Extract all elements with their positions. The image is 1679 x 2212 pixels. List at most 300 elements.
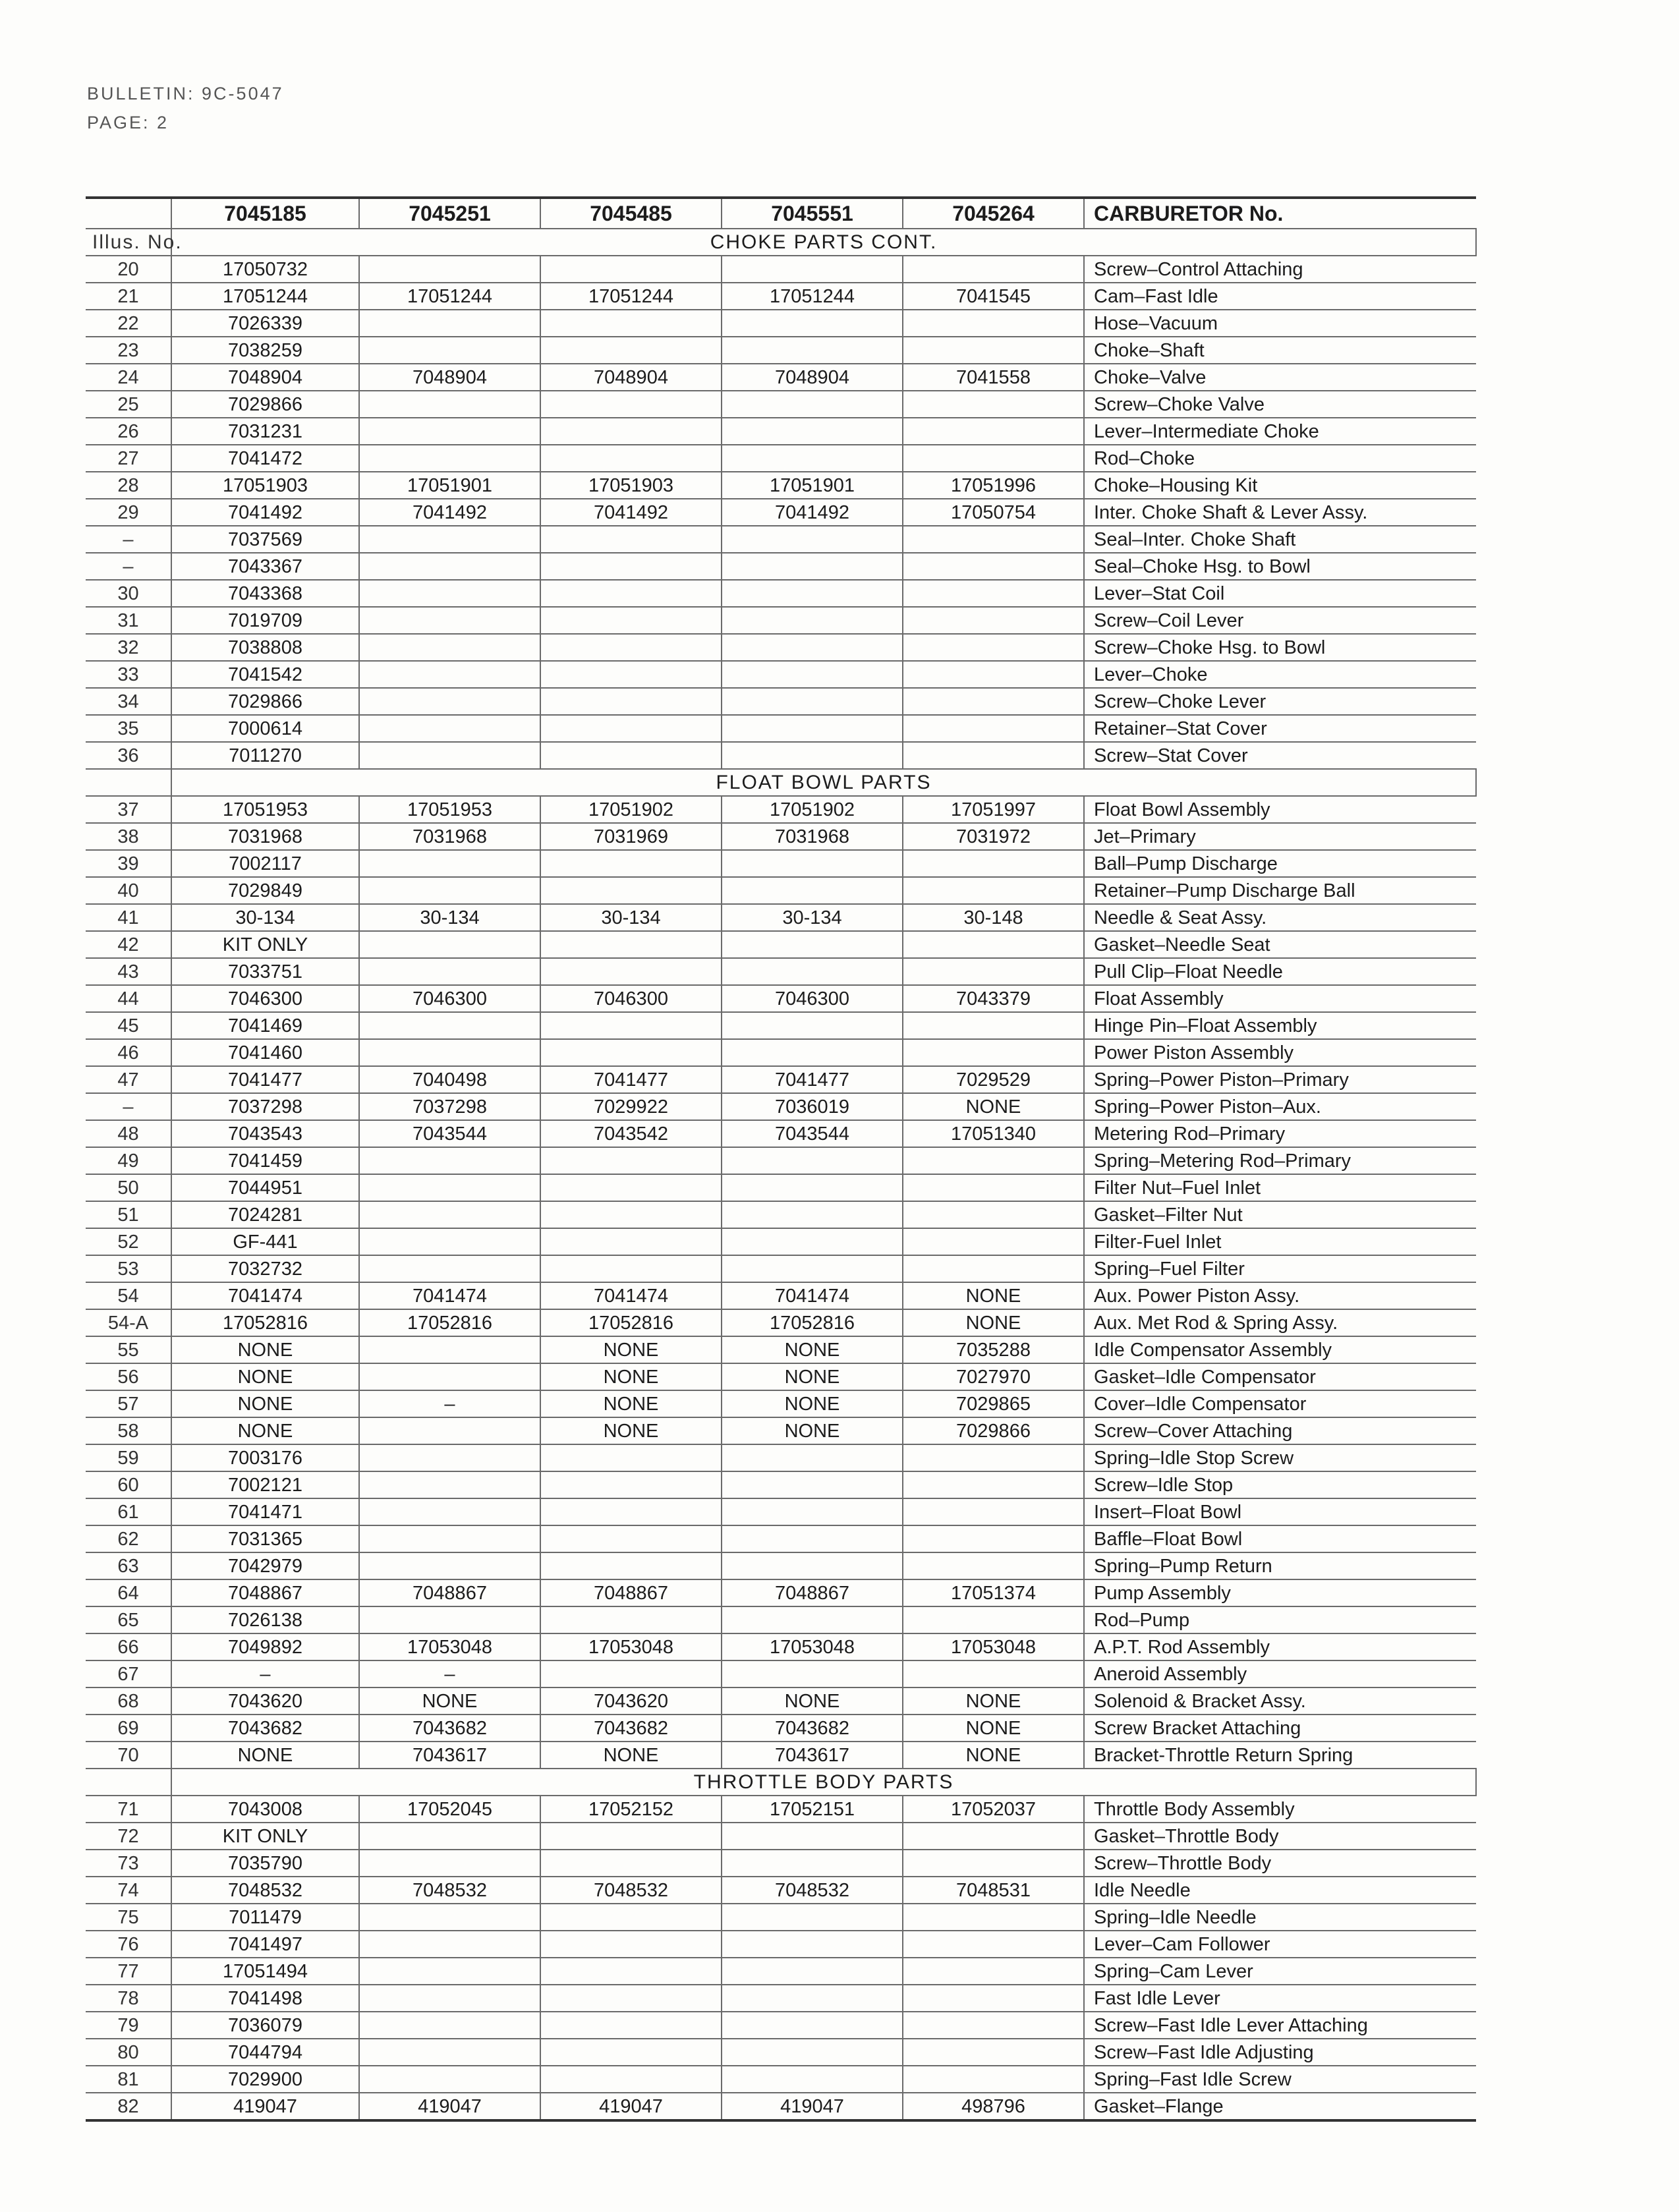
part-number: 30-134 <box>540 904 722 931</box>
part-number: 7041542 <box>171 661 359 688</box>
part-number <box>903 688 1084 715</box>
table-row <box>86 445 1476 472</box>
part-number: 7043682 <box>359 1715 540 1742</box>
illus-number: 68 <box>86 1687 171 1715</box>
part-number <box>540 1174 722 1201</box>
illus-number: 33 <box>86 661 171 688</box>
table-row <box>86 1201 1476 1228</box>
part-number: 17051903 <box>540 472 722 499</box>
part-description: Spring–Power Piston–Primary <box>1084 1066 1476 1093</box>
part-description: Aux. Met Rod & Spring Assy. <box>1084 1309 1476 1336</box>
illus-number: 76 <box>86 1931 171 1958</box>
table-row <box>86 904 1476 931</box>
illus-number: 58 <box>86 1417 171 1444</box>
part-number: 7032732 <box>171 1255 359 1282</box>
part-number <box>722 1498 903 1525</box>
part-number: 7048904 <box>359 364 540 391</box>
part-number <box>722 688 903 715</box>
part-number: NONE <box>903 1742 1084 1769</box>
carburetor-number: 7045264 <box>903 198 1084 229</box>
part-number: 7035790 <box>171 1850 359 1877</box>
part-number: 7031365 <box>171 1525 359 1552</box>
part-description: Spring–Cam Lever <box>1084 1958 1476 1985</box>
part-number <box>359 1904 540 1931</box>
part-number: 7043379 <box>903 985 1084 1012</box>
part-description: Spring–Metering Rod–Primary <box>1084 1147 1476 1174</box>
part-number <box>359 1174 540 1201</box>
illus-number: 64 <box>86 1579 171 1606</box>
part-number <box>722 553 903 580</box>
part-number <box>903 931 1084 958</box>
part-number <box>903 1255 1084 1282</box>
part-number: 419047 <box>722 2093 903 2120</box>
table-row <box>86 1471 1476 1498</box>
part-description: Gasket–Throttle Body <box>1084 1823 1476 1850</box>
part-number: 30-148 <box>903 904 1084 931</box>
part-number: 7048867 <box>722 1579 903 1606</box>
illus-number: 65 <box>86 1606 171 1633</box>
part-number <box>722 1931 903 1958</box>
part-description: A.P.T. Rod Assembly <box>1084 1633 1476 1660</box>
part-description: Lever–Choke <box>1084 661 1476 688</box>
part-number: NONE <box>171 1390 359 1417</box>
part-number: 7046300 <box>540 985 722 1012</box>
part-number <box>722 742 903 769</box>
part-number: 17051494 <box>171 1958 359 1985</box>
part-number <box>903 1823 1084 1850</box>
part-description: Insert–Float Bowl <box>1084 1498 1476 1525</box>
part-number: 7031972 <box>903 823 1084 850</box>
part-number: NONE <box>540 1390 722 1417</box>
part-description: Float Assembly <box>1084 985 1476 1012</box>
part-number <box>359 661 540 688</box>
part-description: Screw–Idle Stop <box>1084 1471 1476 1498</box>
part-description: Pull Clip–Float Needle <box>1084 958 1476 985</box>
carburetor-number: 7045551 <box>722 198 903 229</box>
part-number <box>359 1255 540 1282</box>
part-number <box>540 1498 722 1525</box>
part-description: Lever–Cam Follower <box>1084 1931 1476 1958</box>
part-description: Retainer–Stat Cover <box>1084 715 1476 742</box>
part-description: Screw–Choke Hsg. to Bowl <box>1084 634 1476 661</box>
table-row <box>86 1931 1476 1958</box>
part-description: Inter. Choke Shaft & Lever Assy. <box>1084 499 1476 526</box>
part-number <box>359 2039 540 2066</box>
part-description: Screw–Fast Idle Lever Attaching <box>1084 2012 1476 2039</box>
part-number: 7043544 <box>359 1120 540 1147</box>
table-row <box>86 1633 1476 1660</box>
part-number <box>359 877 540 904</box>
part-number: 17051901 <box>359 472 540 499</box>
carburetor-label: CARBURETOR No. <box>1084 198 1476 229</box>
part-number <box>722 1985 903 2012</box>
illus-number: 53 <box>86 1255 171 1282</box>
illus-number: 62 <box>86 1525 171 1552</box>
illus-number: 60 <box>86 1471 171 1498</box>
part-number <box>359 1552 540 1579</box>
illus-number: 46 <box>86 1039 171 1066</box>
part-number <box>903 1039 1084 1066</box>
part-number <box>903 526 1084 553</box>
part-number <box>903 1606 1084 1633</box>
part-number <box>903 877 1084 904</box>
table-row <box>86 877 1476 904</box>
part-number <box>903 607 1084 634</box>
part-number <box>540 1850 722 1877</box>
table-row <box>86 742 1476 769</box>
part-number <box>540 1904 722 1931</box>
part-number <box>359 526 540 553</box>
part-number <box>903 553 1084 580</box>
part-number <box>359 1958 540 1985</box>
illus-number: 24 <box>86 364 171 391</box>
part-number: 7000614 <box>171 715 359 742</box>
table-row <box>86 472 1476 499</box>
illus-number: 40 <box>86 877 171 904</box>
part-number: 7002121 <box>171 1471 359 1498</box>
table-row <box>86 526 1476 553</box>
part-number <box>359 634 540 661</box>
part-number <box>722 310 903 337</box>
part-number <box>903 1525 1084 1552</box>
part-number: 7049892 <box>171 1633 359 1660</box>
part-number: NONE <box>722 1363 903 1390</box>
part-number: 7042979 <box>171 1552 359 1579</box>
part-number <box>722 634 903 661</box>
part-number <box>903 1147 1084 1174</box>
part-number <box>359 850 540 877</box>
part-number: 7043682 <box>540 1715 722 1742</box>
part-description: Choke–Shaft <box>1084 337 1476 364</box>
illus-number: 29 <box>86 499 171 526</box>
part-number: 7011479 <box>171 1904 359 1931</box>
part-number: 17051244 <box>540 283 722 310</box>
part-description: Aux. Power Piston Assy. <box>1084 1282 1476 1309</box>
part-number <box>359 445 540 472</box>
part-description: Choke–Housing Kit <box>1084 472 1476 499</box>
part-description: Hose–Vacuum <box>1084 310 1476 337</box>
part-number: 7031968 <box>722 823 903 850</box>
part-description: Spring–Pump Return <box>1084 1552 1476 1579</box>
section-row <box>86 769 1476 796</box>
part-description: Rod–Pump <box>1084 1606 1476 1633</box>
illus-number: 70 <box>86 1742 171 1769</box>
section-illus-blank <box>86 769 171 796</box>
part-number: NONE <box>540 1336 722 1363</box>
part-number: 7031231 <box>171 418 359 445</box>
part-number <box>359 931 540 958</box>
part-number: 7037298 <box>171 1093 359 1120</box>
part-number <box>722 1147 903 1174</box>
part-number: NONE <box>540 1363 722 1390</box>
illus-number: 34 <box>86 688 171 715</box>
illus-number: 52 <box>86 1228 171 1255</box>
part-number <box>722 445 903 472</box>
part-number <box>722 1012 903 1039</box>
part-number <box>540 1958 722 1985</box>
part-number <box>540 1525 722 1552</box>
part-number <box>903 2039 1084 2066</box>
part-number <box>903 958 1084 985</box>
table-row <box>86 958 1476 985</box>
part-number <box>359 742 540 769</box>
part-number <box>722 2012 903 2039</box>
part-number <box>903 1660 1084 1687</box>
part-number <box>540 1823 722 1850</box>
part-number: 7027970 <box>903 1363 1084 1390</box>
part-description: Needle & Seat Assy. <box>1084 904 1476 931</box>
part-number <box>903 580 1084 607</box>
part-description: Spring–Fuel Filter <box>1084 1255 1476 1282</box>
part-number <box>540 418 722 445</box>
part-number <box>903 1904 1084 1931</box>
part-number: 17051953 <box>171 796 359 823</box>
table-row <box>86 580 1476 607</box>
part-number: 7043008 <box>171 1796 359 1823</box>
part-number <box>359 1336 540 1363</box>
part-number <box>540 661 722 688</box>
part-number: 7048531 <box>903 1877 1084 1904</box>
bulletin-header <box>87 79 284 137</box>
part-number <box>540 742 722 769</box>
part-description: Float Bowl Assembly <box>1084 796 1476 823</box>
part-number <box>540 634 722 661</box>
section-title: THROTTLE BODY PARTS <box>171 1769 1476 1796</box>
part-number: NONE <box>903 1309 1084 1336</box>
illus-number: 39 <box>86 850 171 877</box>
part-number <box>722 1039 903 1066</box>
part-number <box>903 742 1084 769</box>
part-number <box>540 2066 722 2093</box>
part-number <box>540 337 722 364</box>
part-number: 17052816 <box>171 1309 359 1336</box>
part-number <box>359 1039 540 1066</box>
part-number: NONE <box>171 1742 359 1769</box>
part-number <box>903 1931 1084 1958</box>
part-number: 7046300 <box>359 985 540 1012</box>
part-number <box>722 931 903 958</box>
part-number: 7037298 <box>359 1093 540 1120</box>
part-description: Aneroid Assembly <box>1084 1660 1476 1687</box>
part-number <box>540 1201 722 1228</box>
part-number <box>903 337 1084 364</box>
part-number: 7029900 <box>171 2066 359 2093</box>
table-row <box>86 1282 1476 1309</box>
part-description: Retainer–Pump Discharge Ball <box>1084 877 1476 904</box>
part-number <box>722 526 903 553</box>
part-number <box>359 310 540 337</box>
table-row <box>86 1525 1476 1552</box>
part-number <box>540 1444 722 1471</box>
part-number <box>903 1174 1084 1201</box>
illus-number: 54 <box>86 1282 171 1309</box>
part-number: 7041492 <box>722 499 903 526</box>
illus-number: – <box>86 1093 171 1120</box>
part-description: Choke–Valve <box>1084 364 1476 391</box>
part-number <box>540 1471 722 1498</box>
part-number: 7041498 <box>171 1985 359 2012</box>
part-number <box>359 553 540 580</box>
part-number: 7026138 <box>171 1606 359 1633</box>
part-number: 17053048 <box>359 1633 540 1660</box>
part-number <box>722 1660 903 1687</box>
part-number: 7041471 <box>171 1498 359 1525</box>
section-title: CHOKE PARTS CONT. <box>171 229 1476 256</box>
section-row <box>86 229 1476 256</box>
table-row <box>86 1660 1476 1687</box>
part-number <box>903 1012 1084 1039</box>
part-number <box>540 1012 722 1039</box>
table-row <box>86 1228 1476 1255</box>
part-number <box>540 445 722 472</box>
part-number <box>359 1985 540 2012</box>
illus-number: 59 <box>86 1444 171 1471</box>
table-row <box>86 499 1476 526</box>
illus-number: 61 <box>86 1498 171 1525</box>
illus-number: 63 <box>86 1552 171 1579</box>
part-number: 17053048 <box>903 1633 1084 1660</box>
part-number: 7043367 <box>171 553 359 580</box>
table-row <box>86 1066 1476 1093</box>
part-number: 17051953 <box>359 796 540 823</box>
part-number: 7029866 <box>171 688 359 715</box>
part-number <box>359 1498 540 1525</box>
part-number <box>722 1552 903 1579</box>
illus-number: 55 <box>86 1336 171 1363</box>
part-number: NONE <box>903 1687 1084 1715</box>
part-number: 7043617 <box>722 1742 903 1769</box>
table-row <box>86 1012 1476 1039</box>
illus-number: 75 <box>86 1904 171 1931</box>
part-description: Throttle Body Assembly <box>1084 1796 1476 1823</box>
part-number: 17052037 <box>903 1796 1084 1823</box>
illus-number: 56 <box>86 1363 171 1390</box>
part-description: Screw–Choke Lever <box>1084 688 1476 715</box>
part-number: 7043620 <box>540 1687 722 1715</box>
part-number: 17051374 <box>903 1579 1084 1606</box>
table-row <box>86 1877 1476 1904</box>
part-description: Metering Rod–Primary <box>1084 1120 1476 1147</box>
part-description: Gasket–Needle Seat <box>1084 931 1476 958</box>
part-number: 17051244 <box>359 283 540 310</box>
part-number <box>903 1958 1084 1985</box>
table-row <box>86 1850 1476 1877</box>
part-number: 7029865 <box>903 1390 1084 1417</box>
table-row <box>86 985 1476 1012</box>
illus-number: 25 <box>86 391 171 418</box>
illus-number: 49 <box>86 1147 171 1174</box>
illus-number: 48 <box>86 1120 171 1147</box>
part-number: 7041477 <box>722 1066 903 1093</box>
part-number: KIT ONLY <box>171 931 359 958</box>
part-number: 7041497 <box>171 1931 359 1958</box>
part-number: 7041492 <box>171 499 359 526</box>
part-number: 30-134 <box>722 904 903 931</box>
part-number: 7024281 <box>171 1201 359 1228</box>
part-number <box>903 1850 1084 1877</box>
table-row <box>86 1687 1476 1715</box>
table-row <box>86 2039 1476 2066</box>
part-description: Spring–Idle Needle <box>1084 1904 1476 1931</box>
part-number <box>359 1228 540 1255</box>
illus-number: 82 <box>86 2093 171 2120</box>
illus-header-blank <box>86 198 171 229</box>
part-number: NONE <box>903 1282 1084 1309</box>
part-number: 7041474 <box>540 1282 722 1309</box>
part-number <box>359 2066 540 2093</box>
part-number: 7043682 <box>722 1715 903 1742</box>
illus-number: 22 <box>86 310 171 337</box>
part-number: 7041477 <box>171 1066 359 1093</box>
illus-number: 43 <box>86 958 171 985</box>
part-number: 419047 <box>540 2093 722 2120</box>
illus-number: 51 <box>86 1201 171 1228</box>
part-number <box>359 1417 540 1444</box>
table-row <box>86 634 1476 661</box>
part-number <box>722 580 903 607</box>
illus-number: 30 <box>86 580 171 607</box>
illus-number: 54-A <box>86 1309 171 1336</box>
part-number: 7041492 <box>359 499 540 526</box>
part-number: 7037569 <box>171 526 359 553</box>
part-number: 7003176 <box>171 1444 359 1471</box>
part-number <box>722 877 903 904</box>
carburetor-number: 7045485 <box>540 198 722 229</box>
part-number: 17051340 <box>903 1120 1084 1147</box>
table-row <box>86 283 1476 310</box>
part-number <box>722 958 903 985</box>
part-number <box>359 1850 540 1877</box>
part-description: Lever–Stat Coil <box>1084 580 1476 607</box>
part-description: Solenoid & Bracket Assy. <box>1084 1687 1476 1715</box>
table-row <box>86 418 1476 445</box>
part-number <box>722 1471 903 1498</box>
table-row <box>86 1742 1476 1769</box>
part-number <box>903 1201 1084 1228</box>
part-number: 7043682 <box>171 1715 359 1742</box>
part-description: Spring–Fast Idle Screw <box>1084 2066 1476 2093</box>
illus-number: 73 <box>86 1850 171 1877</box>
part-description: Screw–Control Attaching <box>1084 256 1476 283</box>
part-number: 7044794 <box>171 2039 359 2066</box>
illus-number: 80 <box>86 2039 171 2066</box>
part-number <box>903 634 1084 661</box>
table-row <box>86 1255 1476 1282</box>
table-row <box>86 2066 1476 2093</box>
table-row <box>86 796 1476 823</box>
part-description: Screw–Fast Idle Adjusting <box>1084 2039 1476 2066</box>
part-number <box>903 2066 1084 2093</box>
part-description: Spring–Power Piston–Aux. <box>1084 1093 1476 1120</box>
part-number <box>359 1471 540 1498</box>
table-row <box>86 1336 1476 1363</box>
part-number: 7011270 <box>171 742 359 769</box>
part-number <box>722 2066 903 2093</box>
part-number <box>359 607 540 634</box>
part-number: NONE <box>722 1390 903 1417</box>
part-number: 7029866 <box>171 391 359 418</box>
part-number: NONE <box>359 1687 540 1715</box>
part-number: NONE <box>540 1742 722 1769</box>
part-number <box>540 2012 722 2039</box>
part-number <box>540 2039 722 2066</box>
part-description: Gasket–Idle Compensator <box>1084 1363 1476 1390</box>
part-number: NONE <box>722 1687 903 1715</box>
part-number: NONE <box>903 1715 1084 1742</box>
part-number: 7048532 <box>722 1877 903 1904</box>
illus-number: 77 <box>86 1958 171 1985</box>
part-number <box>359 1931 540 1958</box>
